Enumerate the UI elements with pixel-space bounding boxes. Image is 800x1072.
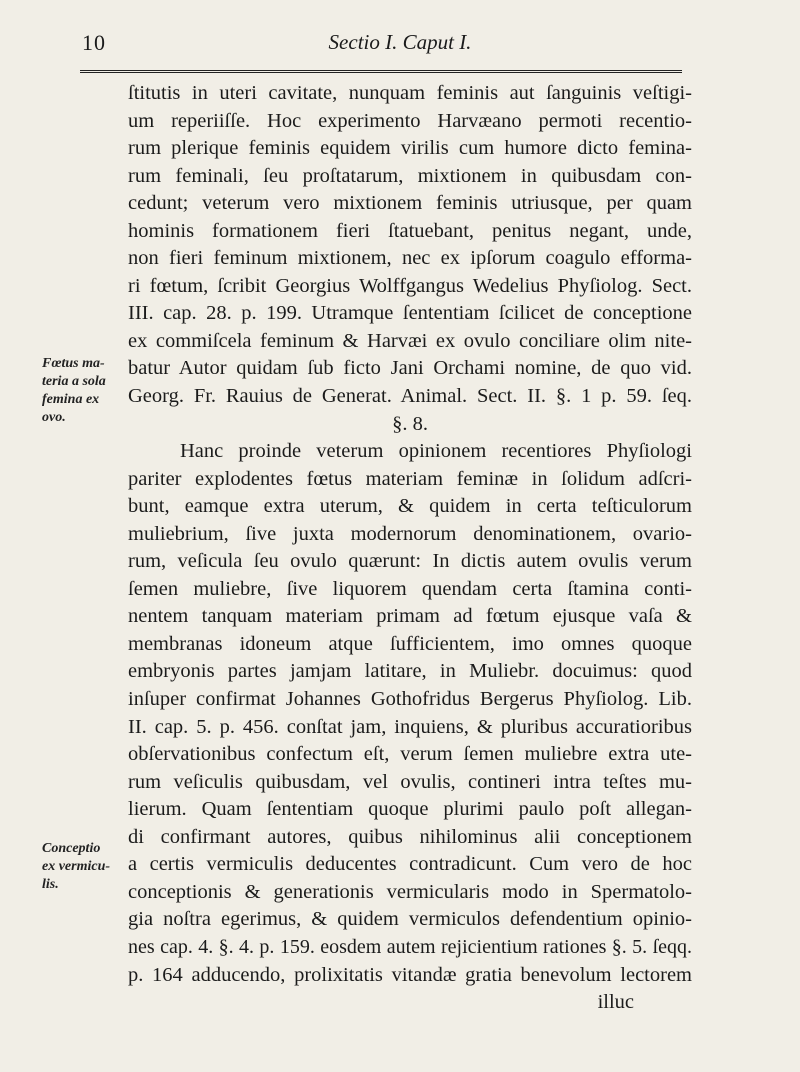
- catchword: illuc: [597, 991, 634, 1014]
- text-line: III. cap. 28. p. 199. Utramque ſententiam ſcilicet de conceptione: [128, 302, 692, 325]
- text-line: nes cap. 4. §. 4. p. 159. eosdem autem rejicientium rationes §. 5. ſeqq.: [128, 935, 692, 958]
- section-heading: §. 8.: [392, 412, 428, 435]
- margin-note-line: ex vermicu-: [42, 859, 111, 874]
- text-line: pariter explodentes fœtus materiam feminæ in ſolidum adſcri-: [128, 467, 692, 490]
- text-line: inſuper confirmat Johannes Gothofridus Bergerus Phyſiolog. Lib.: [128, 688, 692, 711]
- text-line: embryonis partes jamjam latitare, in Muliebr. docuimus: quod: [128, 660, 692, 683]
- text-line: ſemen muliebre, ſive liquorem quendam certa ſtamina conti-: [128, 577, 692, 600]
- text-line: obſervationibus confectum eſt, verum ſemen muliebre extra ute-: [128, 743, 692, 766]
- text-line: II. cap. 5. p. 456. conſtat jam, inquiens, & pluribus accuratioribus: [128, 715, 692, 738]
- running-title: Sectio I. Caput I.: [328, 30, 472, 54]
- text-line: non fieri feminum mixtionem, nec ex ipſorum coagulo efforma-: [128, 247, 692, 270]
- text-line: Hanc proinde veterum opinionem recentiores Phyſiologi: [180, 440, 692, 463]
- margin-note-line: Fœtus ma-: [42, 356, 105, 371]
- text-line: membranas idoneum atque ſufficientem, imo omnes quoque: [128, 632, 692, 655]
- text-line: lierum. Quam ſententiam quoque plurimi paulo poſt allegan-: [128, 798, 692, 821]
- text-line: batur Autor quidam ſub ficto Jani Orchami nomine, de quo vid.: [128, 357, 692, 380]
- text-line: bunt, eamque extra uterum, & quidem in certa teſticulorum: [128, 495, 692, 518]
- text-line: a certis vermiculis deducentes contradicunt. Cum vero de hoc: [128, 853, 692, 876]
- text-line: ſtitutis in uteri cavitate, nunquam feminis aut ſanguinis veſtigi-: [128, 82, 692, 104]
- text-line: nentem tanquam materiam primam ad fœtum ejusque vaſa &: [128, 605, 692, 628]
- margin-note-line: femina ex: [42, 392, 100, 407]
- text-line: rum feminali, ſeu proſtatarum, mixtionem in quibusdam con-: [128, 164, 692, 187]
- margin-note-foetus: [42, 355, 128, 427]
- text-line: Georg. Fr. Rauius de Generat. Animal. Sect. II. §. 1 p. 59. ſeq.: [128, 385, 692, 408]
- text-line: ex commiſcela feminum & Harvæi ex ovulo conciliare olim nite-: [128, 329, 692, 352]
- page-number: 10: [82, 30, 106, 55]
- text-line: conceptionis & generationis vermicularis modo in Spermatolo-: [128, 880, 692, 903]
- text-line: um reperiiſſe. Hoc experimento Harvæano permoti recentio-: [128, 109, 692, 132]
- margin-note-line: Conceptio: [42, 841, 101, 856]
- text-line: ri fœtum, ſcribit Georgius Wolffgangus Wedelius Phyſiolog. Sect.: [128, 274, 692, 297]
- text-line: muliebrium, ſive juxta modernorum denominationem, ovario-: [128, 522, 692, 545]
- text-line: rum veſiculis quibusdam, vel ovulis, contineri intra teſtes mu-: [128, 770, 692, 793]
- margin-note-line: teria a sola: [42, 374, 106, 389]
- body-text: [128, 80, 692, 1017]
- page-header: [0, 30, 800, 70]
- text-line: rum, veſicula ſeu ovulo quærunt: In dictis autem ovulis verum: [128, 550, 692, 573]
- text-line: di confirmant autores, quibus nihilominus alii conceptionem: [128, 825, 692, 848]
- text-line: cedunt; veterum vero mixtionem feminis utriusque, per quam: [128, 192, 692, 215]
- text-line: rum plerique feminis equidem virilis cum humore dicto femina-: [128, 137, 692, 160]
- text-line: p. 164 adducendo, prolixitatis vitandæ gratia benevolum lectorem: [128, 963, 692, 986]
- margin-note-line: ovo.: [42, 410, 66, 425]
- text-line: gia noſtra egerimus, & quidem vermiculos defendentium opinio-: [128, 908, 692, 931]
- header-rule: [80, 70, 682, 73]
- text-line: hominis formationem fieri ſtatuebant, penitus negant, unde,: [128, 219, 692, 242]
- margin-note-line: lis.: [42, 877, 59, 892]
- margin-note-conceptio: [42, 840, 128, 894]
